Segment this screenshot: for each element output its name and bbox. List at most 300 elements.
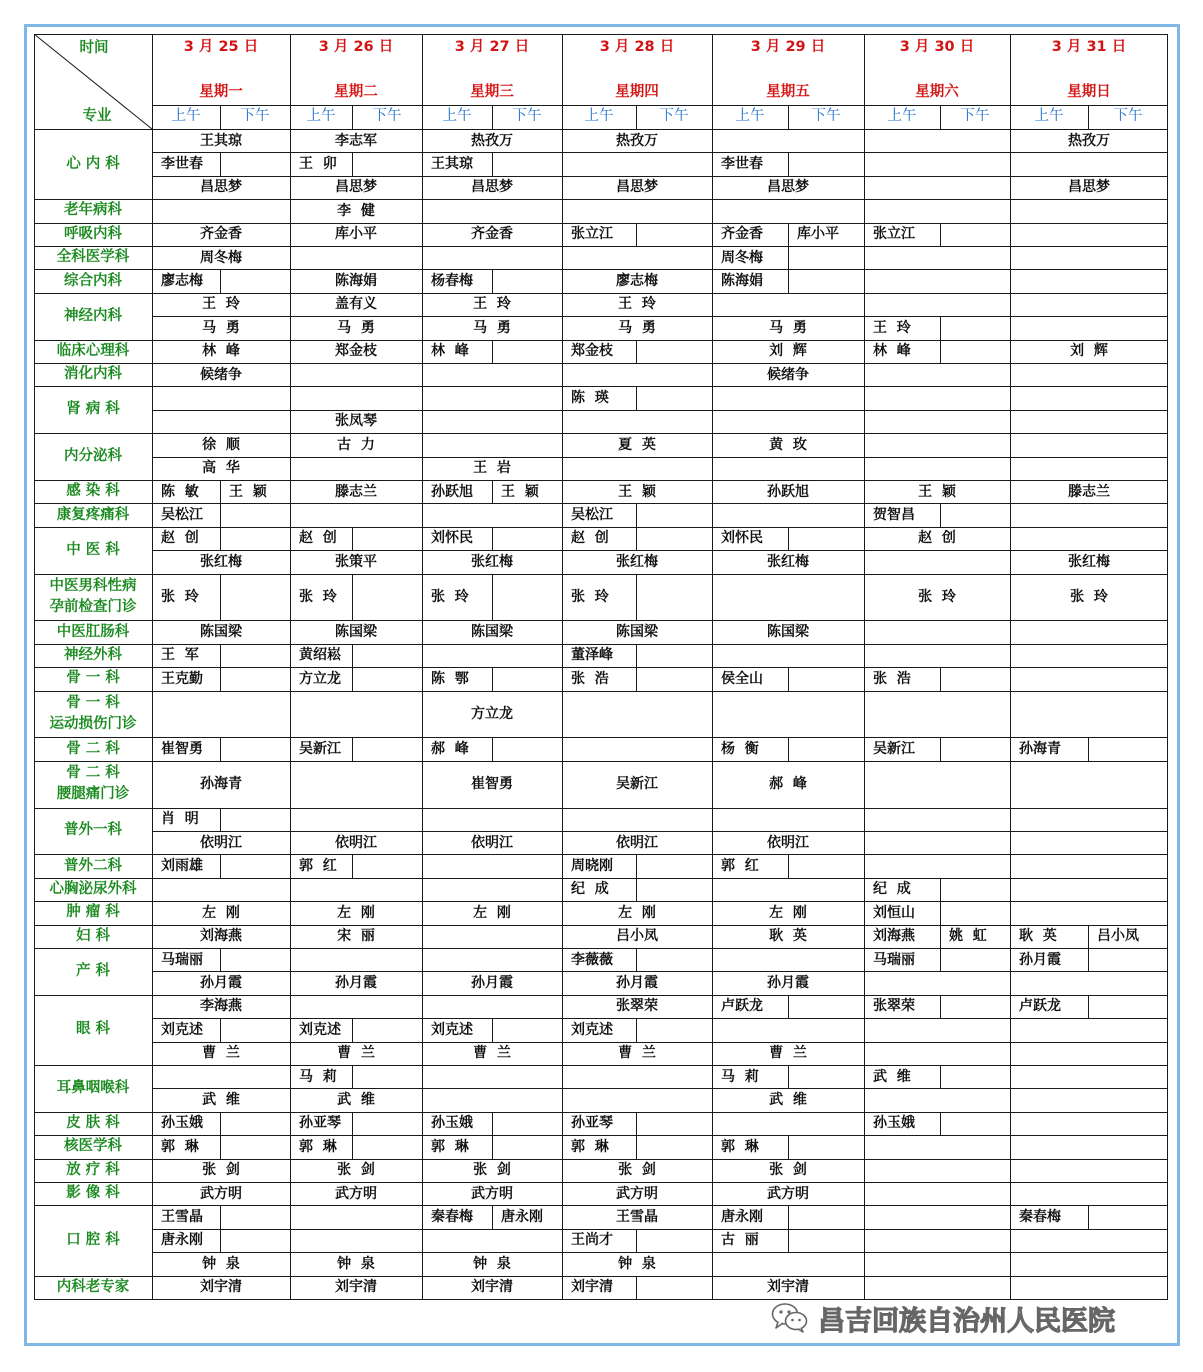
doctor-name: 郑金枝 <box>571 343 613 360</box>
doctor-name: 陈国梁 <box>616 624 658 641</box>
grid-line <box>788 854 789 877</box>
grid-line <box>220 503 221 526</box>
grid-line <box>34 199 1168 200</box>
grid-line <box>34 1112 1168 1113</box>
doctor-name: 吴新江 <box>616 776 658 793</box>
doctor-name: 陈海娟 <box>335 273 377 290</box>
grid-line <box>1088 925 1089 948</box>
doctor-name: 林 峰 <box>431 343 469 360</box>
grid-line <box>352 737 353 760</box>
doctor-name: 滕志兰 <box>1068 483 1110 500</box>
doctor-name: 郝 峰 <box>431 741 469 758</box>
grid-line <box>492 737 493 760</box>
grid-line <box>940 340 941 363</box>
grid-line <box>492 269 493 292</box>
doctor-name: 陈国梁 <box>335 624 377 641</box>
grid-line <box>940 1112 941 1135</box>
department-name: 感 染 科 <box>66 483 120 500</box>
grid-line <box>34 878 1168 879</box>
doctor-name: 张翠荣 <box>873 998 915 1015</box>
time-label: 时间 <box>79 39 109 56</box>
schedule-table <box>34 34 1168 1300</box>
doctor-name: 纪 成 <box>873 881 911 898</box>
doctor-name: 宋 丽 <box>337 928 375 945</box>
grid-line <box>788 527 789 550</box>
doctor-name: 董泽峰 <box>571 647 613 664</box>
doctor-name: 夏 英 <box>618 436 656 453</box>
doctor-name: 张 浩 <box>873 670 911 687</box>
doctor-name: 孙亚琴 <box>299 1115 341 1132</box>
grid-line <box>788 1135 789 1158</box>
doctor-name: 张翠荣 <box>616 998 658 1015</box>
department-name: 口 腔 科 <box>66 1231 120 1248</box>
doctor-name: 唐永刚 <box>501 1209 543 1226</box>
grid-line <box>34 1065 1168 1066</box>
doctor-name: 方立龙 <box>471 705 513 722</box>
grid-line <box>940 737 941 760</box>
doctor-name: 吴新江 <box>873 741 915 758</box>
doctor-name: 张 剑 <box>473 1162 511 1179</box>
doctor-name: 王 颖 <box>229 483 267 500</box>
department-name: 骨 一 科 运动损伤门诊 <box>49 694 137 732</box>
doctor-name: 武 维 <box>337 1092 375 1109</box>
grid-line <box>34 574 1168 575</box>
grid-line <box>220 808 221 831</box>
weekday-header: 星期日 <box>1067 83 1111 100</box>
grid-line <box>1088 948 1089 971</box>
doctor-name: 依明江 <box>767 834 809 851</box>
doctor-name: 赵 创 <box>161 530 199 547</box>
doctor-name: 马 勇 <box>769 319 807 336</box>
department-name: 骨 二 科 腰腿痛门诊 <box>56 765 130 803</box>
doctor-name: 齐金香 <box>200 226 242 243</box>
department-name: 中医肛肠科 <box>56 623 130 640</box>
doctor-name: 王尚才 <box>571 1232 613 1249</box>
doctor-name: 廖志梅 <box>161 273 203 290</box>
grid-line <box>352 105 353 129</box>
grid-line <box>220 644 221 667</box>
doctor-name: 王其琼 <box>200 132 242 149</box>
doctor-name: 郑金枝 <box>335 343 377 360</box>
doctor-name: 昌思梦 <box>335 179 377 196</box>
doctor-name: 王 玲 <box>873 319 911 336</box>
doctor-name: 刘怀民 <box>721 530 763 547</box>
doctor-name: 李志军 <box>335 132 377 149</box>
pm-header: 下午 <box>240 108 270 125</box>
doctor-name: 马 勇 <box>473 319 511 336</box>
doctor-name: 王其琼 <box>431 156 473 173</box>
doctor-name: 昌思梦 <box>471 179 513 196</box>
doctor-name: 郭 琳 <box>721 1138 759 1155</box>
department-name: 内分泌科 <box>64 448 122 465</box>
grid-line <box>34 737 1168 738</box>
doctor-name: 张 玲 <box>918 588 956 605</box>
doctor-name: 左 刚 <box>337 904 375 921</box>
doctor-name: 张红梅 <box>767 553 809 570</box>
doctor-name: 张 剑 <box>202 1162 240 1179</box>
doctor-name: 钟 泉 <box>337 1255 375 1272</box>
doctor-name: 齐金香 <box>471 226 513 243</box>
doctor-name: 刘宇清 <box>335 1279 377 1296</box>
weekday-header: 星期三 <box>470 83 514 100</box>
grid-line <box>788 269 789 292</box>
doctor-name: 林 峰 <box>873 343 911 360</box>
doctor-name: 张 玲 <box>431 588 469 605</box>
grid-line <box>636 1018 637 1041</box>
grid-line <box>788 995 789 1018</box>
grid-line <box>352 152 353 175</box>
grid-line <box>492 1018 493 1041</box>
doctor-name: 王雪晶 <box>616 1209 658 1226</box>
doctor-name: 李海燕 <box>200 998 242 1015</box>
grid-line <box>492 152 493 175</box>
grid-line <box>152 316 1168 317</box>
doctor-name: 刘 辉 <box>769 343 807 360</box>
doctor-name: 张红梅 <box>1068 553 1110 570</box>
grid-line <box>220 1135 221 1158</box>
doctor-name: 孙玉娥 <box>161 1115 203 1132</box>
am-header: 上午 <box>1034 108 1064 125</box>
grid-line <box>1010 34 1011 1299</box>
doctor-name: 热孜万 <box>471 132 513 149</box>
doctor-name: 纪 成 <box>571 881 609 898</box>
doctor-name: 李世春 <box>721 156 763 173</box>
grid-line <box>34 644 1168 645</box>
weekday-header: 星期四 <box>615 83 659 100</box>
doctor-name: 马 勇 <box>337 319 375 336</box>
grid-line <box>636 878 637 901</box>
doctor-name: 刘宇清 <box>471 1279 513 1296</box>
grid-line <box>152 152 1168 153</box>
grid-line <box>492 1112 493 1135</box>
grid-line <box>636 644 637 667</box>
doctor-name: 孙月霞 <box>471 975 513 992</box>
department-name: 妇 科 <box>75 927 111 944</box>
grid-line <box>940 105 941 129</box>
grid-line <box>1088 737 1089 760</box>
doctor-name: 崔智勇 <box>161 741 203 758</box>
grid-line <box>788 105 789 129</box>
doctor-name: 贺智昌 <box>873 507 915 524</box>
grid-line <box>1167 34 1168 1299</box>
grid-line <box>562 34 563 1299</box>
doctor-name: 张红梅 <box>200 553 242 570</box>
doctor-name: 张 玲 <box>571 588 609 605</box>
doctor-name: 郝 峰 <box>769 776 807 793</box>
am-header: 上午 <box>735 108 765 125</box>
doctor-name: 曹 兰 <box>202 1045 240 1062</box>
doctor-name: 刘宇清 <box>571 1279 613 1296</box>
doctor-name: 张 玲 <box>1070 588 1108 605</box>
grid-line <box>34 340 1168 341</box>
grid-line <box>352 644 353 667</box>
grid-line <box>34 901 1168 902</box>
department-name: 皮 肤 科 <box>66 1114 120 1131</box>
grid-line <box>636 1112 637 1135</box>
department-name: 耳鼻咽喉科 <box>56 1079 130 1096</box>
doctor-name: 曹 兰 <box>473 1045 511 1062</box>
doctor-name: 陈国梁 <box>471 624 513 641</box>
doctor-name: 马瑞丽 <box>873 951 915 968</box>
doctor-name: 马 莉 <box>299 1068 337 1085</box>
doctor-name: 郭 琳 <box>431 1138 469 1155</box>
grid-line <box>940 1065 941 1088</box>
grid-line <box>1088 1205 1089 1228</box>
grid-line <box>220 1112 221 1135</box>
grid-line <box>636 1135 637 1158</box>
doctor-name: 王 岩 <box>473 460 511 477</box>
doctor-name: 杨 衡 <box>721 741 759 758</box>
doctor-name: 秦春梅 <box>431 1209 473 1226</box>
department-name: 普外一科 <box>64 822 122 839</box>
grid-line <box>34 503 1168 504</box>
doctor-name: 肖 明 <box>161 811 199 828</box>
grid-line <box>352 527 353 550</box>
doctor-name: 刘怀民 <box>431 530 473 547</box>
grid-line <box>220 737 221 760</box>
weekday-header: 星期五 <box>766 83 810 100</box>
doctor-name: 左 刚 <box>473 904 511 921</box>
date-header: 3 月 27 日 <box>454 38 530 55</box>
doctor-name: 武 维 <box>202 1092 240 1109</box>
grid-line <box>352 1112 353 1135</box>
am-header: 上午 <box>442 108 472 125</box>
doctor-name: 孙月霞 <box>767 975 809 992</box>
doctor-name: 秦春梅 <box>1019 1209 1061 1226</box>
grid-line <box>636 948 637 971</box>
grid-line <box>152 457 1168 458</box>
grid-line <box>940 878 941 901</box>
doctor-name: 王 军 <box>161 647 199 664</box>
grid-line <box>34 1159 1168 1160</box>
doctor-name: 张 玲 <box>299 588 337 605</box>
grid-line <box>220 667 221 690</box>
doctor-name: 马 莉 <box>721 1068 759 1085</box>
department-name: 心胸泌尿外科 <box>49 880 137 897</box>
doctor-name: 郭 琳 <box>161 1138 199 1155</box>
doctor-name: 武 维 <box>769 1092 807 1109</box>
grid-line <box>492 574 493 621</box>
grid-line <box>34 761 1168 762</box>
doctor-name: 马瑞丽 <box>161 951 203 968</box>
doctor-name: 陈 敏 <box>161 483 199 500</box>
doctor-name: 张 玲 <box>161 588 199 605</box>
doctor-name: 武 维 <box>873 1068 911 1085</box>
doctor-name: 武方明 <box>200 1185 242 1202</box>
grid-line <box>34 925 1168 926</box>
doctor-name: 赵 创 <box>299 530 337 547</box>
department-name: 中 医 科 <box>66 541 120 558</box>
doctor-name: 王 颖 <box>501 483 539 500</box>
department-name: 消化内科 <box>64 366 122 383</box>
doctor-name: 钟 泉 <box>202 1255 240 1272</box>
grid-line <box>352 574 353 621</box>
doctor-name: 张 浩 <box>571 670 609 687</box>
date-header: 3 月 25 日 <box>183 38 259 55</box>
department-name: 中医男科性病 孕前检查门诊 <box>49 577 137 615</box>
grid-line <box>220 480 221 503</box>
doctor-name: 刘宇清 <box>767 1279 809 1296</box>
department-name: 影 像 科 <box>66 1185 120 1202</box>
grid-line <box>152 1229 1168 1230</box>
watermark <box>770 1296 1115 1340</box>
doctor-name: 孙玉娥 <box>873 1115 915 1132</box>
grid-line <box>220 948 221 971</box>
doctor-name: 吴新江 <box>299 741 341 758</box>
doctor-name: 周冬梅 <box>200 249 242 266</box>
doctor-name: 热孜万 <box>616 132 658 149</box>
department-name: 老年病科 <box>64 202 122 219</box>
grid-line <box>34 1205 1168 1206</box>
doctor-name: 唐永刚 <box>721 1209 763 1226</box>
department-name: 骨 二 科 <box>66 740 120 757</box>
doctor-name: 刘克述 <box>431 1021 473 1038</box>
grid-line <box>34 948 1168 949</box>
doctor-name: 吴松江 <box>571 507 613 524</box>
grid-line <box>492 1205 493 1228</box>
doctor-name: 王 玲 <box>618 296 656 313</box>
doctor-name: 黄绍崧 <box>299 647 341 664</box>
grid-line <box>492 527 493 550</box>
doctor-name: 高 华 <box>202 460 240 477</box>
grid-line <box>220 527 221 550</box>
doctor-name: 依明江 <box>616 834 658 851</box>
doctor-name: 刘 辉 <box>1070 343 1108 360</box>
grid-line <box>34 691 1168 692</box>
grid-line <box>636 340 637 363</box>
doctor-name: 王克勤 <box>161 670 203 687</box>
doctor-name: 马 勇 <box>618 319 656 336</box>
doctor-name: 郭 琳 <box>299 1138 337 1155</box>
grid-line <box>940 925 941 948</box>
department-name: 肿 瘤 科 <box>66 904 120 921</box>
grid-line <box>220 1229 221 1252</box>
doctor-name: 孙海青 <box>1019 741 1061 758</box>
doctor-name: 昌思梦 <box>200 179 242 196</box>
grid-line <box>34 667 1168 668</box>
department-name: 心 内 科 <box>66 155 120 172</box>
doctor-name: 孙玉娥 <box>431 1115 473 1132</box>
grid-line <box>1088 105 1089 129</box>
doctor-name: 左 刚 <box>769 904 807 921</box>
doctor-name: 依明江 <box>471 834 513 851</box>
header-diagonal <box>34 34 154 130</box>
grid-line <box>34 34 35 1299</box>
grid-line <box>152 105 1168 106</box>
doctor-name: 盖有义 <box>335 296 377 313</box>
grid-line <box>636 1229 637 1252</box>
doctor-name: 孙月霞 <box>335 975 377 992</box>
doctor-name: 郭 红 <box>299 858 337 875</box>
doctor-name: 孙亚琴 <box>571 1115 613 1132</box>
grid-line <box>34 480 1168 481</box>
grid-line <box>636 503 637 526</box>
grid-line <box>220 854 221 877</box>
weekday-header: 星期一 <box>199 83 243 100</box>
grid-line <box>152 831 1168 832</box>
grid-line <box>492 480 493 503</box>
doctor-name: 耿 英 <box>1019 928 1057 945</box>
doctor-name: 孙月霞 <box>200 975 242 992</box>
doctor-name: 李世春 <box>161 156 203 173</box>
doctor-name: 左 刚 <box>202 904 240 921</box>
grid-line <box>788 246 789 269</box>
department-name: 产 科 <box>75 962 111 979</box>
doctor-name: 热孜万 <box>1068 132 1110 149</box>
grid-line <box>788 667 789 690</box>
doctor-name: 昌思梦 <box>1068 179 1110 196</box>
doctor-name: 武方明 <box>335 1185 377 1202</box>
doctor-name: 武方明 <box>471 1185 513 1202</box>
doctor-name: 周冬梅 <box>721 249 763 266</box>
doctor-name: 陈海娟 <box>721 273 763 290</box>
pm-header: 下午 <box>1113 108 1143 125</box>
pm-header: 下午 <box>811 108 841 125</box>
doctor-name: 钟 泉 <box>473 1255 511 1272</box>
grid-line <box>940 503 941 526</box>
department-name: 核医学科 <box>64 1138 122 1155</box>
doctor-name: 昌思梦 <box>767 179 809 196</box>
am-header: 上午 <box>887 108 917 125</box>
doctor-name: 赵 创 <box>918 530 956 547</box>
doctor-name: 耿 英 <box>769 928 807 945</box>
grid-line <box>492 1135 493 1158</box>
grid-line <box>34 246 1168 247</box>
grid-line <box>34 129 1168 130</box>
department-name: 康复疼痛科 <box>56 506 130 523</box>
doctor-name: 刘雨雄 <box>161 858 203 875</box>
pm-header: 下午 <box>960 108 990 125</box>
grid-line <box>34 620 1168 621</box>
grid-line <box>34 269 1168 270</box>
doctor-name: 刘克述 <box>299 1021 341 1038</box>
doctor-name: 刘海燕 <box>873 928 915 945</box>
doctor-name: 张凤琴 <box>335 413 377 430</box>
doctor-name: 候绪争 <box>767 366 809 383</box>
grid-line <box>352 667 353 690</box>
grid-line <box>788 1229 789 1252</box>
doctor-name: 张 剑 <box>337 1162 375 1179</box>
doctor-name: 库小平 <box>335 226 377 243</box>
grid-line <box>220 1205 221 1228</box>
doctor-name: 张 剑 <box>618 1162 656 1179</box>
grid-line <box>636 527 637 550</box>
department-name: 骨 一 科 <box>66 670 120 687</box>
doctor-name: 古 丽 <box>721 1232 759 1249</box>
doctor-name: 曹 兰 <box>618 1045 656 1062</box>
department-name: 肾 病 科 <box>66 401 120 418</box>
grid-line <box>220 269 221 292</box>
doctor-name: 廖志梅 <box>616 273 658 290</box>
date-header: 3 月 26 日 <box>318 38 394 55</box>
doctor-name: 王 玲 <box>473 296 511 313</box>
doctor-name: 林 峰 <box>202 343 240 360</box>
grid-line <box>290 34 291 1299</box>
grid-line <box>152 34 153 1299</box>
department-name: 临床心理科 <box>56 342 130 359</box>
date-header: 3 月 28 日 <box>599 38 675 55</box>
doctor-name: 曹 兰 <box>337 1045 375 1062</box>
pm-header: 下午 <box>512 108 542 125</box>
doctor-name: 孙月霞 <box>616 975 658 992</box>
am-header: 上午 <box>171 108 201 125</box>
grid-line <box>788 737 789 760</box>
doctor-name: 李薇薇 <box>571 951 613 968</box>
weekday-header: 星期二 <box>334 83 378 100</box>
grid-line <box>1088 995 1089 1018</box>
doctor-name: 卢跃龙 <box>1019 998 1061 1015</box>
wechat-icon <box>770 1301 810 1335</box>
